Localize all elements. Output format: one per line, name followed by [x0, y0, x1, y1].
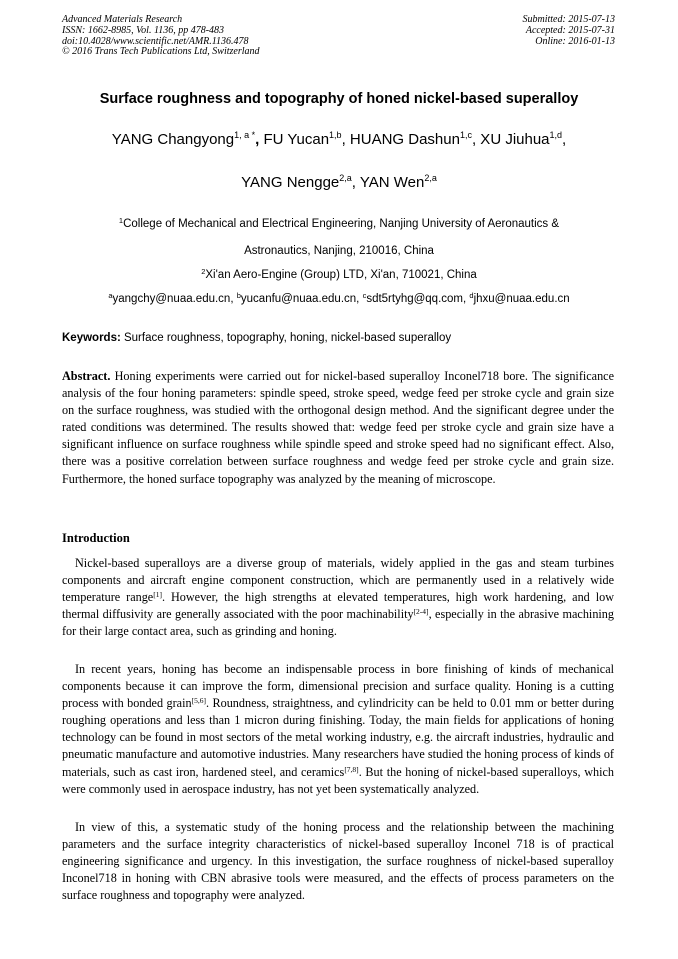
- copyright-line: © 2016 Trans Tech Publications Ltd, Switzerland: [62, 46, 260, 58]
- issn-line: ISSN: 1662-8985, Vol. 1136, pp 478-483: [62, 24, 225, 36]
- doi-line: doi:10.4028/www.scientific.net/AMR.1136.478: [62, 35, 249, 47]
- author-separator: ,: [341, 131, 346, 148]
- email-address: jhxu@nuaa.edu.cn: [473, 293, 570, 305]
- citation-ref: [2-4]: [413, 607, 429, 617]
- affiliation-mark: 2: [201, 267, 206, 276]
- author-name: YANG Nengge: [241, 174, 340, 191]
- email-address: yangchy@nuaa.edu.cn,: [112, 293, 237, 305]
- abstract-label: Abstract.: [62, 369, 111, 383]
- author-affil-mark: 1,c: [459, 130, 472, 140]
- author-affil-mark: 1,d: [549, 130, 563, 140]
- paragraph-text: , especially in the abrasive machining for their large contact area, such as grinding and honing.: [62, 607, 614, 639]
- online-date: Online: 2016-01-13: [535, 35, 615, 47]
- author-separator: ,: [471, 131, 477, 148]
- intro-paragraph-3: In view of this, a systematic study of the honing process and the relationship between the machining parameters and the surface integrity characteristics of nickel-based superalloy Inconel 718 is of practical engineering significance and urgency. In this investigation, the surface roughness of nickel-based superalloy Inconel718 in honing with CBN abrasive tools were measured, and the effects of process parameters on the surface roughness and topography were analyzed.: [62, 820, 614, 903]
- paper-title: Surface roughness and topography of honed nickel-based superalloy: [99, 91, 579, 107]
- dates-header: [523, 15, 616, 47]
- intro-paragraph-1: [62, 555, 614, 640]
- author-name: HUANG Dashun: [345, 131, 460, 148]
- affiliation-text: College of Mechanical and Electrical Engineering, Nanjing University of Aeronautics &: [123, 218, 560, 230]
- journal-header: [62, 15, 260, 58]
- submitted-date: Submitted: 2015-07-13: [522, 14, 615, 25]
- keywords-line: [62, 332, 451, 344]
- author-separator: ,: [255, 131, 260, 148]
- intro-paragraph-2: [62, 661, 614, 798]
- author-affil-mark: 1, a *: [234, 130, 256, 140]
- affiliation-text: Xi'an Aero-Engine (Group) LTD, Xi'an, 710021, China: [205, 269, 477, 281]
- affiliation-mark: 1: [118, 216, 124, 225]
- author-affil-mark: 2,a: [339, 173, 352, 183]
- citation-ref: [7,8]: [344, 764, 359, 774]
- author-separator: ,: [562, 131, 567, 148]
- abstract-text: Honing experiments were carried out for nickel-based superalloy Inconel718 bore. The significance analysis of the four honing parameters: spindle speed, stroke speed, wedge feed per stroke cycle and grain size on the surface roughness, was studied with the orthogonal design method. And the significant degree under the rated conditions was determined. The results showed that: wedge feed per stroke cycle and grain size have a significant influence on surface roughness while spindle speed and stroke speed had no significant effect. Also, there was a positive correlation between surface roughness and wedge feed per stroke cycle and grain size. Furthermore, the honed surface topography was analyzed by the meaning of microscope.: [62, 369, 614, 486]
- affiliation-1-line-2: Astronautics, Nanjing, 210016, China: [244, 245, 434, 257]
- paragraph-text: . But the honing of nickel-based superalloys, which were commonly used in aerospace industry, has not yet been systematically analyzed.: [62, 764, 615, 796]
- author-line-2: [0, 174, 678, 191]
- email-mark: d: [469, 291, 474, 300]
- email-mark: b: [236, 291, 241, 300]
- author-name: YAN Wen: [355, 174, 425, 191]
- author-affil-mark: 2,a: [424, 173, 437, 183]
- paragraph-text: In recent years, honing has become an indispensable process in bore finishing of kinds of mechanical components because it can improve the form, dimensional precision and surface quality. Honing is a cutting process with bonded grain: [62, 662, 614, 711]
- email-address: yucanfu@nuaa.edu.cn,: [240, 293, 363, 305]
- accepted-date: Accepted: 2015-07-31: [525, 24, 615, 36]
- email-mark: a: [108, 291, 113, 300]
- author-name: XU Jiuhua: [476, 131, 550, 148]
- paragraph-text: . Roundness, straightness, and cylindricity can be held to 0.01 mm or better during roughing operations and less than 1 micron during finishing. Today, the main fields for applications of honing technology can be found in most sectors of the metal working industry, e.g. the aircraft industries, hydraulic and pneumatic manufacture and automotive industries. Many researchers have studied the honing process of kinds of materials, such as cast iron, hardened steel, and ceramics: [62, 696, 615, 779]
- author-name: FU Yucan: [259, 131, 330, 148]
- author-separator: ,: [351, 174, 356, 191]
- email-line: [0, 293, 678, 305]
- journal-name: Advanced Materials Research: [62, 14, 183, 25]
- paragraph-text: . However, the high strengths at elevated temperatures, high work hardening, and low thermal diffusivity are generally associated with the poor machinability: [62, 590, 614, 622]
- keywords-text: Surface roughness, topography, honing, nickel-based superalloy: [120, 332, 452, 344]
- author-line-1: [0, 131, 678, 148]
- keywords-label: Keywords:: [62, 332, 121, 344]
- affiliation-2: [0, 269, 678, 281]
- author-name: YANG Changyong: [111, 131, 235, 148]
- email-address: sdt5rtyhg@qq.com,: [366, 293, 470, 305]
- email-mark: c: [362, 291, 367, 300]
- introduction-heading: Introduction: [62, 531, 130, 545]
- citation-ref: [5,6]: [191, 696, 206, 706]
- citation-ref: [1]: [153, 590, 162, 600]
- author-affil-mark: 1,b: [329, 130, 342, 140]
- paragraph-text: Nickel-based superalloys are a diverse group of materials, widely applied in the gas and steam turbines components and aircraft engine component construction, which are permanently used in a relatively wide temperature range: [62, 556, 614, 605]
- affiliation-1-line-1: [0, 218, 678, 230]
- abstract-paragraph: [62, 368, 614, 488]
